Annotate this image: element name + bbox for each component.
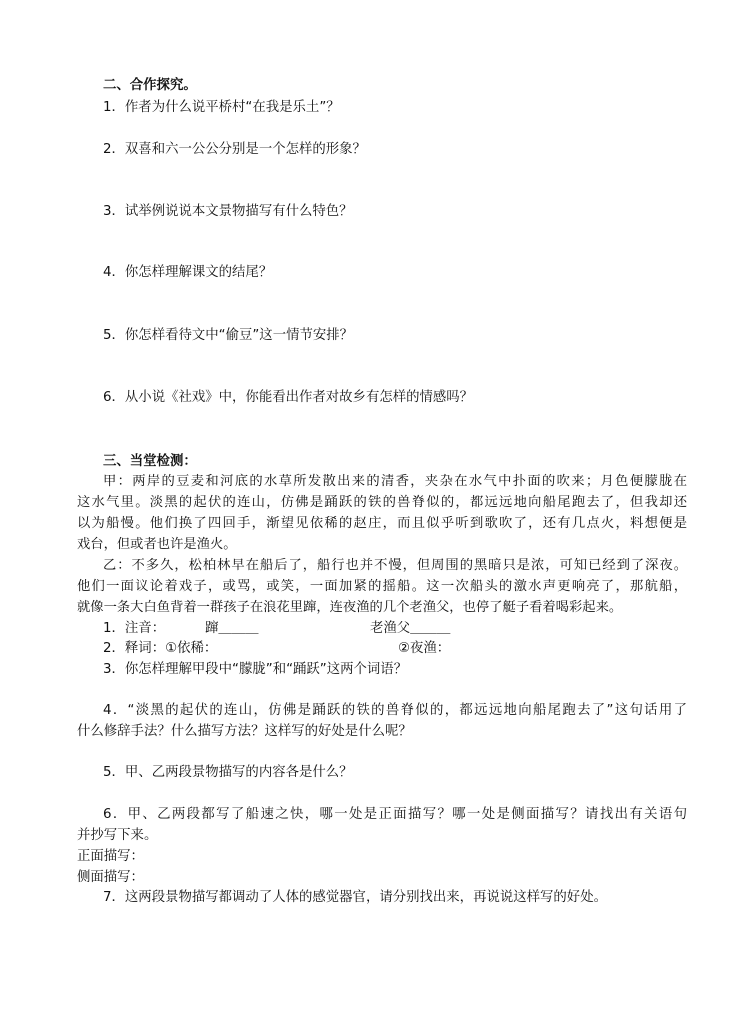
q3: 3．你怎样理解甲段中“朦胧”和“踊跃”这两个词语？ xyxy=(103,662,408,677)
q7: 7．这两段景物描写都调动了人体的感觉器官，请分别找出来，再说说这样写的好处。 xyxy=(103,890,607,905)
passage-b-line-3: 就像一条大白鱼背着一群孩子在浪花里蹿，连夜渔的几个老渔父，也停了艇子看着喝彩起来。 xyxy=(77,600,623,615)
passage-b-line-1: 乙：不多久，松柏林早在船后了，船行也并不慢，但周围的黑暗只是浓，可知已经到了深夜。 xyxy=(103,558,687,573)
q4-line-1: 4．“淡黑的起伏的连山，仿佛是踊跃的铁的兽脊似的，都远远地向船尾跑去了”这句话用了 xyxy=(103,703,687,718)
q5: 5．甲、乙两段景物描写的内容各是什么？ xyxy=(103,765,353,780)
question-2-5: 5．你怎样看待文中“偷豆”这一情节安排？ xyxy=(103,328,354,343)
passage-a-line-2: 这水气里。淡黑的起伏的连山，仿佛是踊跃的铁的兽脊似的，都远远地向船尾跑去了，但我却还 xyxy=(77,495,687,510)
question-2-1: 1．作者为什么说平桥村“在我是乐土”？ xyxy=(103,100,340,115)
passage-b-line-2: 他们一面议论着戏子，或骂，或笑，一面加紧的摇船。这一次船头的激水声更响亮了，那航船， xyxy=(77,579,687,594)
section-3-heading: 三、当堂检测： xyxy=(103,454,197,469)
question-2-4: 4．你怎样理解课文的结尾？ xyxy=(103,265,273,280)
q2-item-b: ②夜渔： xyxy=(398,641,451,656)
q6-line-1: 6．甲、乙两段都写了船速之快，哪一处是正面描写？哪一处是侧面描写？请找出有关语句 xyxy=(103,807,687,822)
front-description-label: 正面描写： xyxy=(77,849,144,864)
q2-label: 2．释词：①依稀： xyxy=(103,641,218,656)
q4-line-2: 什么修辞手法？什么描写方法？这样写的好处是什么呢？ xyxy=(77,724,412,739)
side-description-label: 侧面描写： xyxy=(77,870,144,885)
passage-a-line-1: 甲：两岸的豆麦和河底的水草所发散出来的清香，夹杂在水气中扑面的吹来；月色便朦胧在 xyxy=(103,474,687,489)
question-2-2: 2．双喜和六一公公分别是一个怎样的形象？ xyxy=(103,142,366,157)
section-2-heading: 二、合作探究。 xyxy=(103,78,197,93)
q1-label: 1．注音： xyxy=(103,621,166,636)
q6-line-2: 并抄写下来。 xyxy=(77,828,158,843)
question-2-6: 6．从小说《社戏》中，你能看出作者对故乡有怎样的情感吗？ xyxy=(103,390,474,405)
q1-item-b: 老渔父＿＿＿ xyxy=(370,621,451,636)
passage-a-line-3: 以为船慢。他们换了四回手，渐望见依稀的赵庄，而且似乎听到歌吹了，还有几点火，料想便是 xyxy=(77,516,687,531)
q1-item-a: 蹿＿＿＿ xyxy=(205,621,259,636)
passage-a-line-4: 戏台，但或者也许是渔火。 xyxy=(77,537,237,552)
question-2-3: 3．试举例说说本文景物描写有什么特色？ xyxy=(103,204,353,219)
